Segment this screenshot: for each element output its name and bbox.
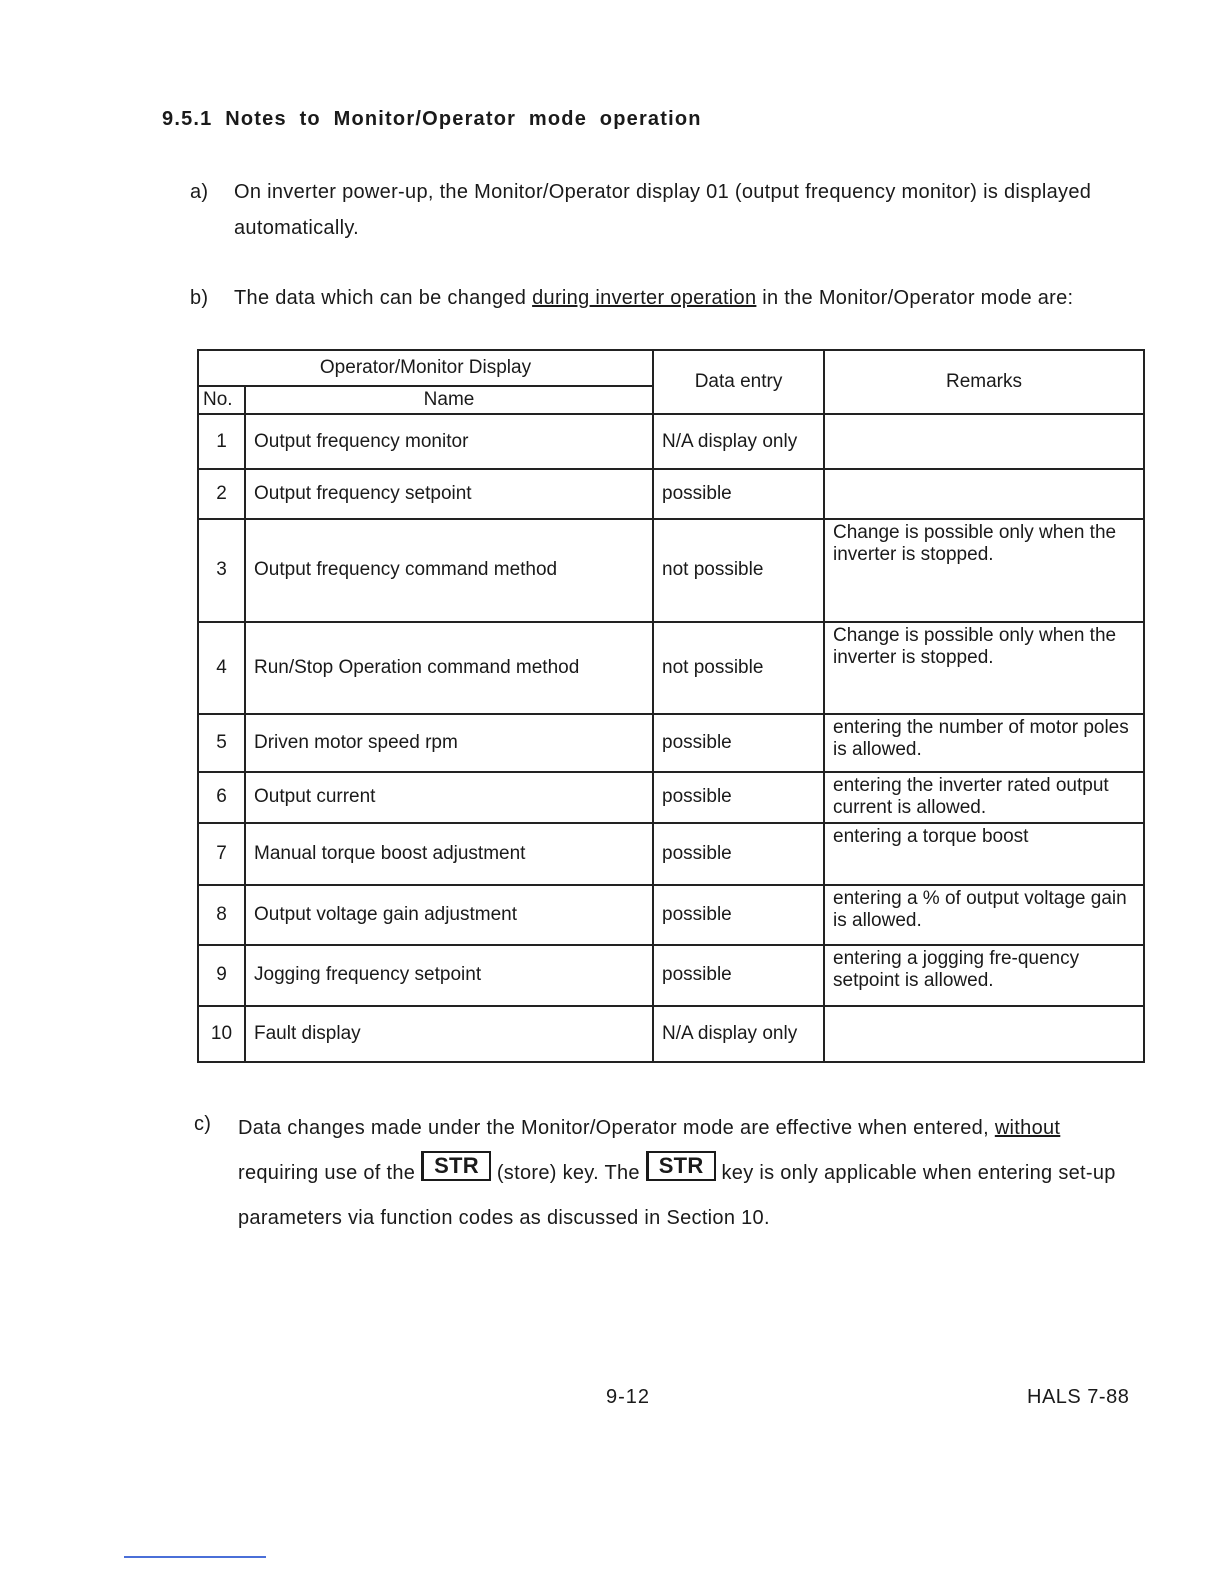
row-number: 9 xyxy=(198,945,245,1005)
paragraph-c-part1: Data changes made under the Monitor/Operator mode are effective when entered, xyxy=(238,1117,995,1139)
section-heading xyxy=(162,108,702,131)
header-name: Name xyxy=(245,386,653,414)
paragraph-b-before: The data which can be changed xyxy=(234,287,533,309)
row-number: 4 xyxy=(198,622,245,715)
header-remarks: Remarks xyxy=(824,350,1144,414)
table-row xyxy=(198,1006,1144,1062)
row-number: 6 xyxy=(198,772,245,822)
row-remarks: Change is possible only when the inverter is stopped. xyxy=(824,519,1144,622)
row-name: Output frequency command method xyxy=(245,519,653,622)
header-no: No. xyxy=(198,386,245,414)
row-number: 1 xyxy=(198,414,245,468)
paragraph-a-text: On inverter power-up, the Monitor/Operator display 01 (output frequency monitor) is displayed automatically. xyxy=(234,181,1092,239)
paragraph-c-label: c) xyxy=(194,1113,212,1135)
row-data-entry: possible xyxy=(653,885,824,945)
paragraph-b-text xyxy=(234,280,1174,316)
paragraph-b-underlined: during inverter operation xyxy=(532,287,757,309)
section-title: Notes to Monitor/Operator mode operation xyxy=(225,108,702,130)
row-data-entry: not possible xyxy=(653,519,824,622)
section-number: 9.5.1 xyxy=(162,108,213,130)
row-data-entry: possible xyxy=(653,823,824,885)
table-row xyxy=(198,823,1144,885)
row-number: 5 xyxy=(198,714,245,772)
row-data-entry: possible xyxy=(653,772,824,822)
row-name: Fault display xyxy=(245,1006,653,1062)
monitor-operator-table xyxy=(197,349,1145,1063)
row-name: Output frequency monitor xyxy=(245,414,653,468)
str-key-2: STR xyxy=(646,1151,716,1181)
header-data-entry: Data entry xyxy=(653,350,824,414)
table-row xyxy=(198,945,1144,1005)
row-name: Driven motor speed rpm xyxy=(245,714,653,772)
paragraph-c-part4: key is only applicable when entering set-up parameters via function codes as discussed in Section 10. xyxy=(238,1162,1116,1229)
row-name: Output voltage gain adjustment xyxy=(245,885,653,945)
table-row xyxy=(198,622,1144,715)
row-remarks: entering a jogging fre-quency setpoint is allowed. xyxy=(824,945,1144,1005)
row-remarks xyxy=(824,414,1144,468)
row-data-entry: not possible xyxy=(653,622,824,715)
row-name: Output current xyxy=(245,772,653,822)
paragraph-b-after: in the Monitor/Operator mode are: xyxy=(756,287,1074,309)
row-name: Run/Stop Operation command method xyxy=(245,622,653,715)
paragraph-c-text xyxy=(238,1106,1138,1241)
table-row xyxy=(198,714,1144,772)
row-number: 8 xyxy=(198,885,245,945)
row-number: 10 xyxy=(198,1006,245,1062)
row-number: 2 xyxy=(198,469,245,519)
row-remarks xyxy=(824,469,1144,519)
row-data-entry: possible xyxy=(653,714,824,772)
row-data-entry: N/A display only xyxy=(653,414,824,468)
paragraph-a-label: a) xyxy=(190,181,209,203)
group-header: Operator/Monitor Display xyxy=(198,350,653,386)
row-remarks: Change is possible only when the inverter is stopped. xyxy=(824,622,1144,715)
row-data-entry: possible xyxy=(653,469,824,519)
table-row xyxy=(198,519,1144,622)
row-name: Manual torque boost adjustment xyxy=(245,823,653,885)
paragraph-c-underlined: without xyxy=(994,1117,1061,1139)
row-name: Jogging frequency setpoint xyxy=(245,945,653,1005)
row-name: Output frequency setpoint xyxy=(245,469,653,519)
table-row xyxy=(198,414,1144,468)
row-remarks: entering a % of output voltage gain is allowed. xyxy=(824,885,1144,945)
table-row xyxy=(198,772,1144,822)
scan-line xyxy=(124,1556,266,1558)
document-id: HALS 7-88 xyxy=(1027,1386,1130,1408)
paragraph-c-part2: requiring use of the xyxy=(238,1162,422,1184)
paragraph-b-label: b) xyxy=(190,287,209,309)
table-row xyxy=(198,469,1144,519)
row-data-entry: possible xyxy=(653,945,824,1005)
page-number: 9-12 xyxy=(606,1386,651,1408)
row-remarks xyxy=(824,1006,1144,1062)
paragraph-c-part3: (store) key. The xyxy=(490,1162,646,1184)
row-number: 3 xyxy=(198,519,245,622)
row-number: 7 xyxy=(198,823,245,885)
row-data-entry: N/A display only xyxy=(653,1006,824,1062)
row-remarks: entering the inverter rated output current is allowed. xyxy=(824,772,1144,822)
table-row xyxy=(198,885,1144,945)
str-key-1: STR xyxy=(421,1151,491,1181)
row-remarks: entering a torque boost xyxy=(824,823,1144,885)
row-remarks: entering the number of motor poles is allowed. xyxy=(824,714,1144,772)
